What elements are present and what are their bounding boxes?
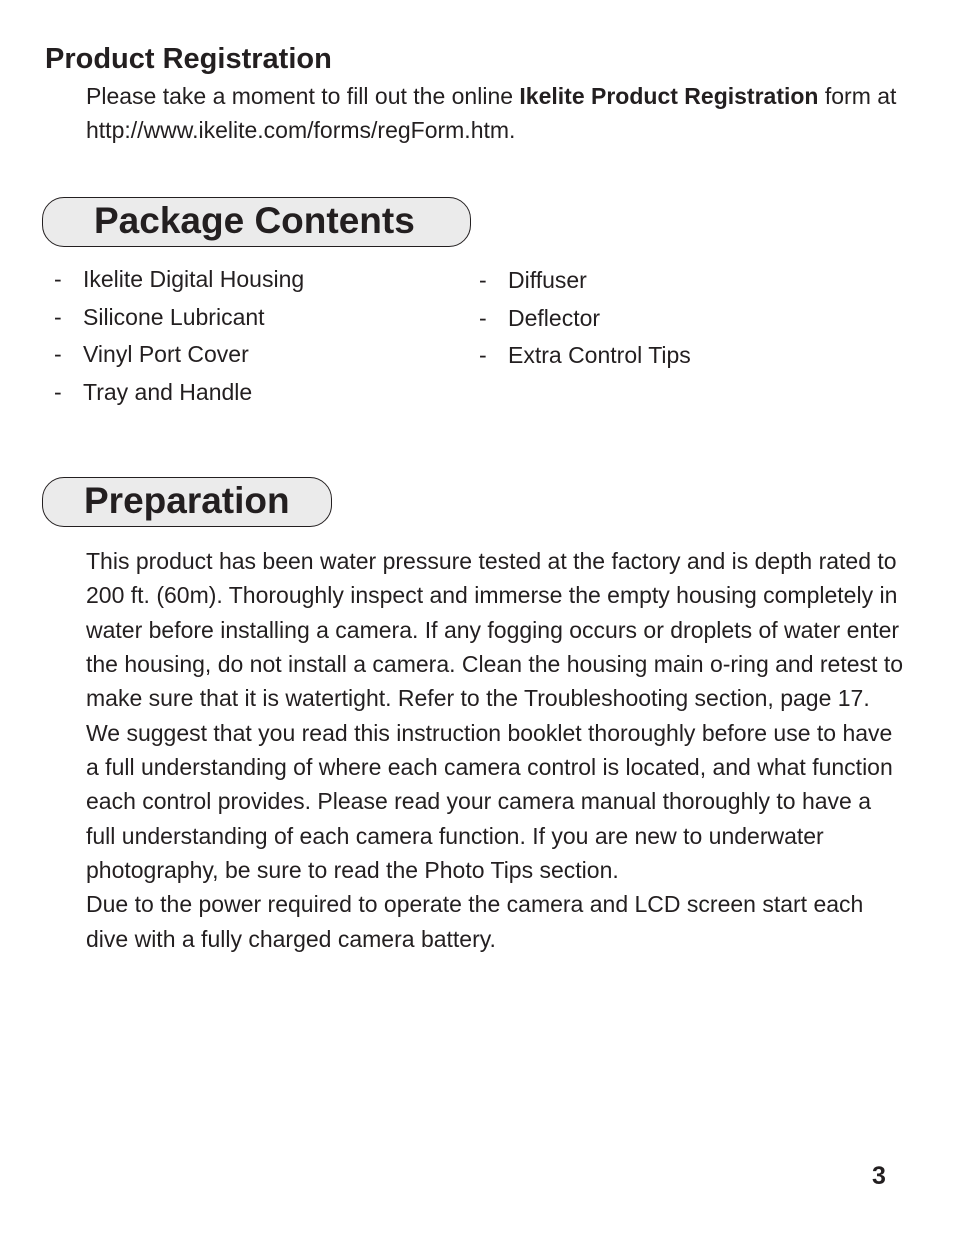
preparation-body (86, 544, 906, 956)
list-item-label: Extra Control Tips (508, 342, 691, 369)
preparation-paragraph: This product has been water pressure tested at the factory and is depth rated to 200 ft. (60m). Thoroughly inspect and immerse the empty housing completely in water before installing a camera. If any fogging occurs or droplets of water enter the housing, do not install a camera. Clean the housing main o-ring and retest to make sure that it is watertight. Refer to the Troubleshooting section, page 17. (86, 548, 903, 712)
page-number: 3 (872, 1162, 886, 1190)
product-registration-text (86, 79, 916, 147)
package-contents-title: Package Contents (94, 200, 415, 241)
bullet-dash: - (479, 342, 487, 369)
list-item-label: Tray and Handle (83, 378, 253, 405)
list-item-label: Silicone Lubricant (83, 303, 265, 330)
preparation-header (42, 477, 332, 527)
registration-text-before: Please take a moment to fill out the online (86, 83, 520, 109)
list-item (54, 302, 444, 340)
package-contents-list-left (54, 264, 444, 414)
package-contents-header (42, 197, 471, 247)
bullet-dash: - (54, 303, 62, 330)
bullet-dash: - (479, 267, 487, 293)
preparation-title: Preparation (84, 480, 290, 521)
product-registration-heading: Product Registration (45, 43, 332, 75)
bullet-dash: - (54, 341, 62, 368)
list-item (479, 340, 879, 378)
list-item-label: Diffuser (508, 267, 587, 293)
preparation-paragraph: Due to the power required to operate the camera and LCD screen start each dive with a fully charged camera battery. (86, 891, 864, 952)
registration-form-name: Ikelite Product Registration (519, 83, 819, 109)
registration-text-after: form at http://www.ikelite.com/forms/regForm.htm. (86, 83, 897, 143)
bullet-dash: - (54, 378, 62, 405)
list-item (54, 264, 444, 302)
list-item (479, 265, 879, 303)
bullet-dash: - (54, 266, 62, 292)
list-item (54, 377, 444, 415)
list-item (54, 339, 444, 377)
bullet-dash: - (479, 304, 487, 331)
list-item-label: Vinyl Port Cover (83, 341, 249, 368)
package-contents-list-right (479, 265, 879, 378)
list-item-label: Deflector (508, 304, 601, 331)
list-item-label: Ikelite Digital Housing (83, 266, 305, 292)
preparation-paragraph: We suggest that you read this instruction booklet thoroughly before use to have a full understanding of where each camera control is located, and what function each control provides. Please read your camera manual thoroughly to have a full understanding of each camera function. If you are new to underwater photography, be sure to read the Photo Tips section. (86, 719, 893, 884)
list-item (479, 303, 879, 341)
